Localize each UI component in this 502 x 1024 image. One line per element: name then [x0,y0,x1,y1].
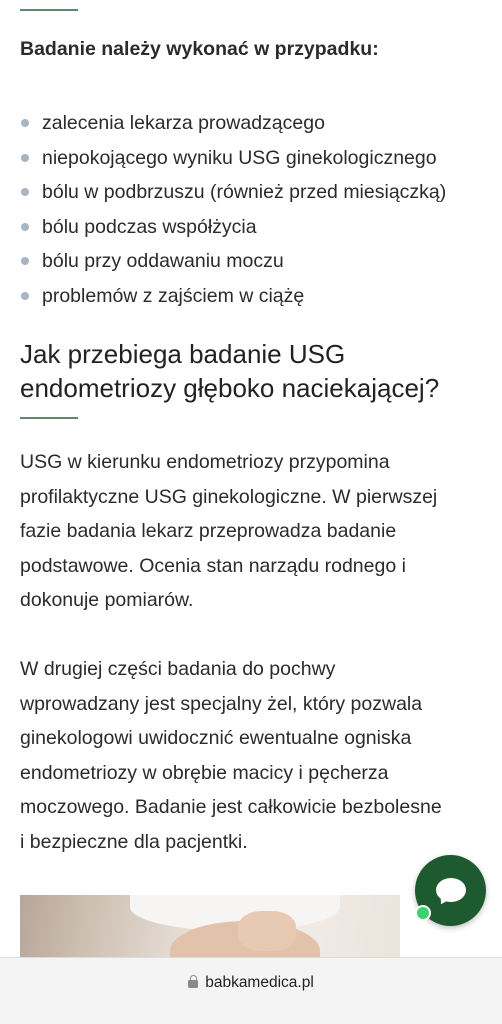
bullet-dot-icon [21,292,29,300]
list-item-text: bólu w podbrzuszu (również przed miesiączką) [42,181,447,203]
list-item-text: zalecenia lekarza prowadzącego [42,112,325,134]
bullet-dot-icon [21,188,29,196]
section-divider [20,417,78,419]
section-title-line: Jak przebiega badanie USG [20,339,346,369]
list-item [20,108,446,143]
paragraph-line: dokonuje pomiarów. [20,589,194,611]
bullet-dot-icon [21,154,29,162]
article-photo [20,895,400,965]
bullet-dot-icon [21,119,29,127]
paragraph-line: W drugiej części badania do pochwy [20,658,336,680]
paragraph-line: moczowego. Badanie jest całkowicie bezbolesne [20,796,442,818]
list-item-text: niepokojącego wyniku USG ginekologicznego [42,146,437,169]
list-item [20,177,446,212]
paragraph-line: USG w kierunku endometriozy przypomina [20,451,390,473]
paragraph-line: ginekologowi uwidocznić ewentualne ogniska [20,727,412,749]
photo-hand-shape [238,911,296,951]
list-item-text: bólu przy oddawaniu moczu [42,250,284,272]
paragraph-line: wprowadzany jest specjalny żel, który pozwala [20,692,423,715]
list-item [20,143,446,178]
paragraph-line: podstawowe. Ocenia stan narządu rodnego i [20,554,406,577]
list-item-text: bólu podczas współżycia [42,215,257,238]
paragraph-line: profilaktyczne USG ginekologiczne. W pierwszej [20,485,438,508]
list-item [20,212,446,247]
intro-heading: Badanie należy wykonać w przypadku: [20,38,379,60]
paragraph-line: i bezpieczne dla pacjentki. [20,830,248,853]
indications-list [20,108,446,315]
paragraph-second-part [20,652,490,859]
paragraph-procedure [20,445,490,618]
browser-address-bar[interactable] [0,957,502,1024]
list-item [20,281,446,316]
top-divider [20,9,78,11]
section-title [20,337,490,405]
bullet-dot-icon [21,257,29,265]
paragraph-line: endometriozy w obrębie macicy i pęcherza [20,761,389,784]
url-text: babkamedica.pl [205,974,314,991]
list-item-text: problemów z zajściem w ciążę [42,284,305,307]
list-item [20,246,446,281]
section-title-line: endometriozy głęboko naciekającej? [20,373,440,403]
bullet-dot-icon [21,223,29,231]
paragraph-line: fazie badania lekarz przeprowadza badanie [20,520,397,542]
lock-icon [188,975,198,988]
online-status-dot [415,905,431,921]
url-display[interactable] [0,974,502,992]
